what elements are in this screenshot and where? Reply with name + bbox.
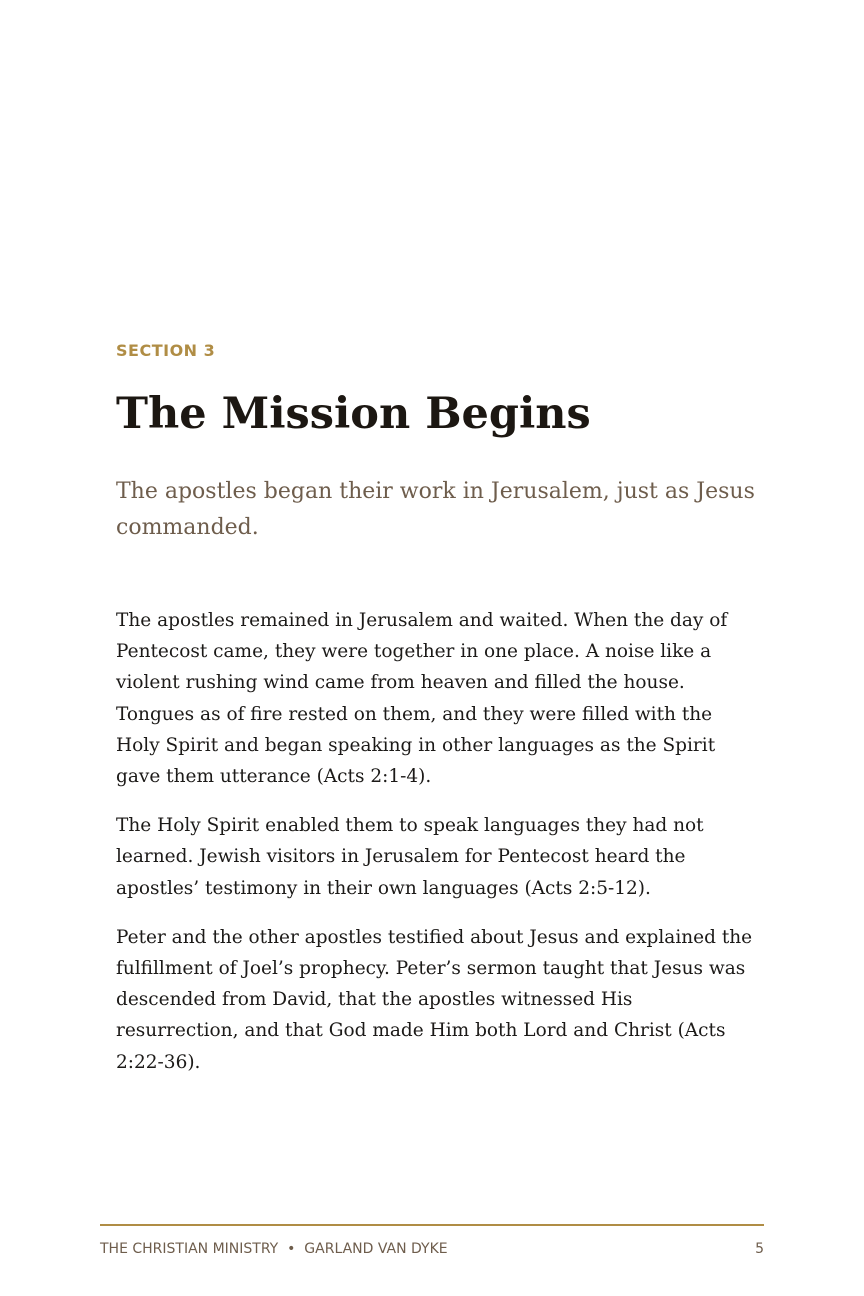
body-text xyxy=(116,605,756,1096)
body-paragraph: Peter and the other apostles testified about Jesus and explained the fulfillment of Joel’s prophecy. Peter’s sermon taught that Jesus was descended from David, that the apostles witnessed His resurrection, and that God made Him both Lord and Christ (Acts 2:22-36). xyxy=(116,926,753,1073)
section-label: SECTION 3 xyxy=(116,341,216,360)
body-paragraph: The Holy Spirit enabled them to speak languages they had not learned. Jewish visitors in Jerusalem for Pentecost heard the apostles’ testimony in their own languages (Acts 2:5-12). xyxy=(116,815,704,899)
page-subtitle: The apostles began their work in Jerusalem, just as Jesus commanded. xyxy=(116,479,755,540)
footer-running-head: THE CHRISTIAN MINISTRY • GARLAND VAN DYKE xyxy=(100,1241,448,1257)
page-number: 5 xyxy=(755,1241,764,1257)
footer-divider xyxy=(100,1224,764,1226)
body-paragraph: The apostles remained in Jerusalem and waited. When the day of Pentecost came, they were together in one place. A noise like a violent rushing wind came from heaven and filled the house. Tongues as of fire rested on them, and they were filled with the Holy Spirit and began speaking in other languages as the Spirit gave them utterance (Acts 2:1-4). xyxy=(116,610,728,788)
page-title: The Mission Begins xyxy=(116,389,591,439)
